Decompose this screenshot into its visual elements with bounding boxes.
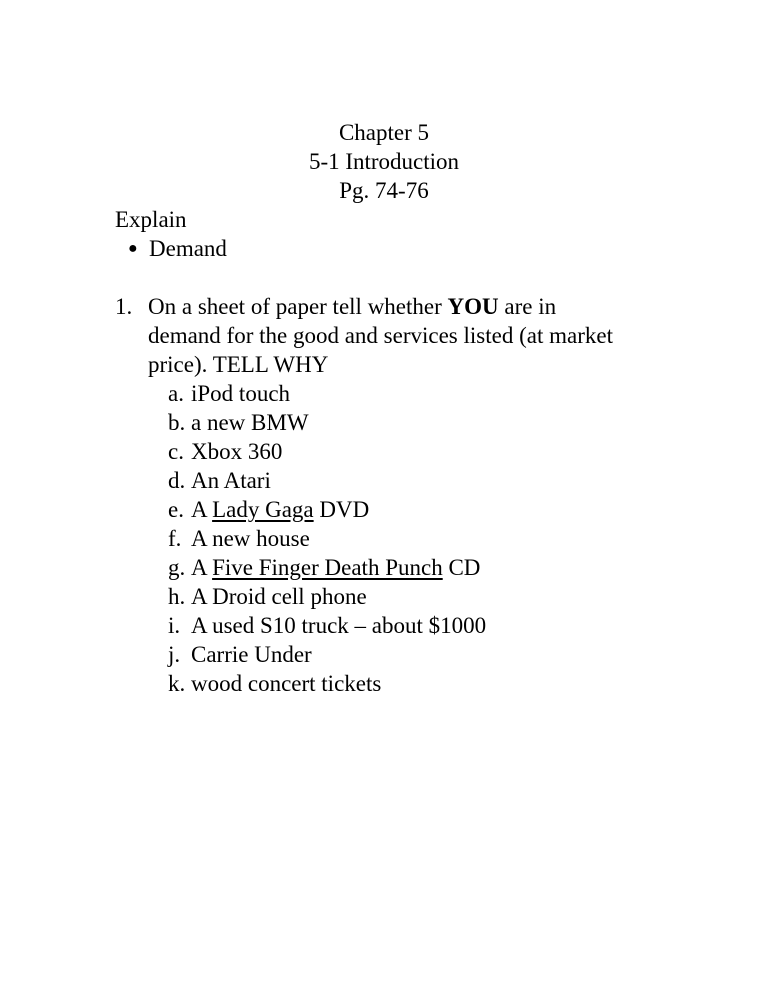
list-item-letter: i. <box>168 613 181 638</box>
list-item <box>168 379 675 408</box>
list-item <box>168 408 675 437</box>
list-item-text-pre: A new house <box>191 526 310 551</box>
question-1 <box>115 292 675 379</box>
list-item <box>168 669 675 698</box>
bullet-item-demand <box>115 234 675 263</box>
list-item <box>168 466 675 495</box>
answer-item-list <box>168 379 675 698</box>
list-item-letter: j. <box>168 642 181 667</box>
list-item-text <box>191 640 312 669</box>
list-item-text-pre: A Droid cell phone <box>191 584 367 609</box>
list-item-letter: k. <box>168 671 186 696</box>
document-heading <box>0 118 768 205</box>
list-item-text-pre: A used S10 truck – about $1000 <box>191 613 487 638</box>
list-item-text-post: CD <box>442 555 481 580</box>
list-item <box>168 582 675 611</box>
list-item-text <box>191 379 290 408</box>
list-item-letter: f. <box>168 526 182 551</box>
list-item-text-pre: A <box>191 555 213 580</box>
list-item-letter: h. <box>168 584 186 609</box>
list-item <box>168 640 675 669</box>
question-text-before: On a sheet of paper tell whether <box>148 294 448 319</box>
list-item-letter: b. <box>168 410 186 435</box>
list-item-text-pre: iPod touch <box>191 381 291 406</box>
list-item-text <box>191 466 271 495</box>
list-item-text <box>191 408 309 437</box>
list-item-text-post: DVD <box>313 497 370 522</box>
list-item-letter: c. <box>168 439 184 464</box>
question-text-emphasis: YOU <box>447 294 499 319</box>
list-item-text-pre: wood concert tickets <box>191 671 382 696</box>
list-item-text-pre: a new BMW <box>191 410 309 435</box>
list-item-text <box>191 669 381 698</box>
question-number: 1. <box>115 294 133 319</box>
list-item-letter: e. <box>168 497 184 522</box>
worksheet-body <box>115 205 675 698</box>
list-item-text <box>191 437 282 466</box>
explain-label: Explain <box>115 207 187 232</box>
question-text-after: are in demand for the good and services listed (at market price). TELL WHY <box>148 294 613 377</box>
question-text <box>148 292 618 379</box>
list-item-text <box>191 582 367 611</box>
list-item <box>168 437 675 466</box>
list-item-letter: g. <box>168 555 186 580</box>
list-item-text-underlined: Five Finger Death Punch <box>212 555 443 580</box>
list-item-letter: a. <box>168 381 184 406</box>
list-item-text-pre: A <box>191 497 213 522</box>
list-item <box>168 524 675 553</box>
list-item-text-pre: Xbox 360 <box>191 439 283 464</box>
list-item-text <box>191 495 369 524</box>
list-item-text <box>191 524 310 553</box>
list-item <box>168 495 675 524</box>
list-item <box>168 611 675 640</box>
list-item-text-pre: An Atari <box>191 468 271 493</box>
list-item-text <box>191 611 486 640</box>
list-item-letter: d. <box>168 468 186 493</box>
page-range: Pg. 74-76 <box>339 178 429 203</box>
list-item-text-pre: Carrie Under <box>191 642 312 667</box>
list-item <box>168 553 675 582</box>
section-title: 5-1 Introduction <box>308 149 460 174</box>
bullet-icon: ● <box>128 240 138 257</box>
bullet-text: Demand <box>149 236 227 261</box>
list-item-text-underlined: Lady Gaga <box>212 497 314 522</box>
chapter-title: Chapter 5 <box>338 120 430 145</box>
spacer <box>115 263 675 292</box>
list-item-text <box>191 553 480 582</box>
